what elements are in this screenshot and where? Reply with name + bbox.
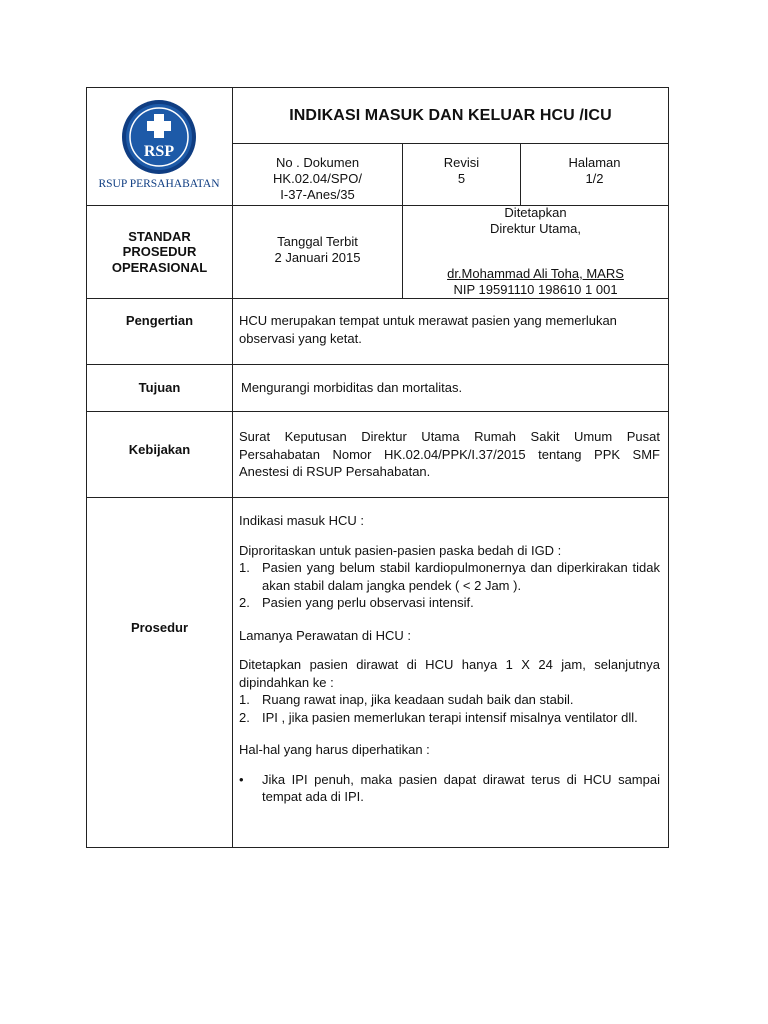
bullet-text: Jika IPI penuh, maka pasien dapat dirawat terus di HCU sampai tempat ada di IPI.: [262, 771, 660, 804]
revision-label: Revisi: [443, 155, 480, 170]
list-number: 1.: [239, 692, 250, 707]
kebijakan-text: [239, 428, 660, 481]
tujuan-label: Tujuan: [138, 380, 181, 395]
sop-line-1: STANDAR: [128, 228, 191, 244]
pengertian-text: [239, 312, 653, 347]
director-block: [403, 266, 668, 298]
logo-org-name: RSUP PERSAHABATAN: [98, 178, 220, 190]
kebijakan-label-cell: [87, 412, 232, 488]
issue-date-label: Tanggal Terbit: [277, 234, 358, 249]
revision-value: 5: [457, 171, 466, 186]
sop-label-cell: [87, 206, 232, 298]
list-text: IPI , jika pasien memerlukan terapi intensif misalnya ventilator dll.: [262, 709, 638, 725]
list-text: Pasien yang belum stabil kardiopulmonernya dan diperkirakan tidak akan stabil dalam jangka pendek ( < 2 Jam ).: [262, 560, 660, 593]
revision-cell: [403, 155, 520, 189]
list-number: 1.: [239, 560, 250, 575]
logo-initials: RSP: [143, 143, 175, 160]
tujuan-label-cell: [87, 365, 232, 411]
lama-text: Ditetapkan pasien dirawat di HCU hanya 1 X 24 jam, selanjutnya dipindahkan ke :: [239, 657, 660, 690]
prosedur-content: [239, 512, 660, 806]
list-number: 2.: [239, 709, 250, 725]
border-right: [668, 87, 669, 848]
issue-date-value: 2 Januari 2015: [274, 250, 361, 265]
signature-cell: [403, 205, 668, 239]
bullet-item: [239, 771, 660, 806]
sop-document: [86, 87, 669, 848]
list-number: 2.: [239, 595, 250, 610]
director-name: dr.Mohammad Ali Toha, MARS: [447, 266, 624, 281]
ditetapkan-label: Ditetapkan: [504, 205, 567, 220]
list-text: Pasien yang perlu observasi intensif.: [262, 595, 474, 610]
page-label: Halaman: [568, 155, 621, 170]
page-cell: [521, 155, 668, 189]
list-item: [239, 594, 660, 612]
pengertian-label-cell: [87, 299, 232, 343]
border-bottom: [86, 847, 669, 848]
bullet-icon: •: [239, 771, 244, 787]
border-header-title: [232, 143, 669, 144]
list-item: [239, 559, 660, 594]
list-item: [239, 691, 660, 709]
rsp-logo-icon: [86, 87, 232, 205]
hal-heading: Hal-hal yang harus diperhatikan :: [239, 742, 430, 757]
document-title-text: INDIKASI MASUK DAN KELUAR HCU /ICU: [289, 106, 612, 124]
kebijakan-label: Kebijakan: [128, 442, 191, 457]
prioritas-text: Diproritaskan untuk pasien-pasien paska bedah di IGD :: [239, 542, 562, 558]
sop-line-2: PROSEDUR: [122, 244, 197, 260]
tujuan-text: [241, 379, 655, 397]
lama-heading: Lamanya Perawatan di HCU :: [239, 627, 411, 643]
sop-line-3: OPERASIONAL: [111, 259, 208, 275]
list-item: [239, 709, 660, 727]
prosedur-label-cell: [87, 498, 232, 758]
kebijakan-paragraph: Surat Keputusan Direktur Utama Rumah Sakit Umum Pusat Persahabatan Nomor HK.02.04/PPK/I.37/2015 tentang PPK SMF Anestesi di RSUP Persahabatan.: [239, 429, 660, 479]
doc-number-value-line1: HK.02.04/SPO/: [273, 171, 362, 186]
pengertian-paragraph: HCU merupakan tempat untuk merawat pasien yang memerlukan observasi yang ketat.: [239, 313, 617, 346]
tujuan-paragraph: Mengurangi morbiditas dan mortalitas.: [241, 380, 463, 395]
issue-date-cell: [233, 234, 402, 268]
doc-number-value-line2: I-37-Anes/35: [280, 187, 355, 202]
page-value: 1/2: [585, 171, 604, 186]
prosedur-label: Prosedur: [130, 620, 189, 635]
hospital-logo: [86, 87, 232, 205]
director-nip: NIP 19591110 198610 1 001: [453, 282, 618, 297]
list-text: Ruang rawat inap, jika keadaan sudah baik dan stabil.: [262, 692, 574, 707]
indikasi-heading: Indikasi masuk HCU :: [239, 513, 364, 528]
doc-number-label: No . Dokumen: [275, 155, 360, 170]
pengertian-label: Pengertian: [125, 313, 194, 328]
document-title: [233, 88, 668, 143]
doc-number-cell: [233, 155, 402, 203]
director-title: Direktur Utama,: [489, 221, 582, 236]
